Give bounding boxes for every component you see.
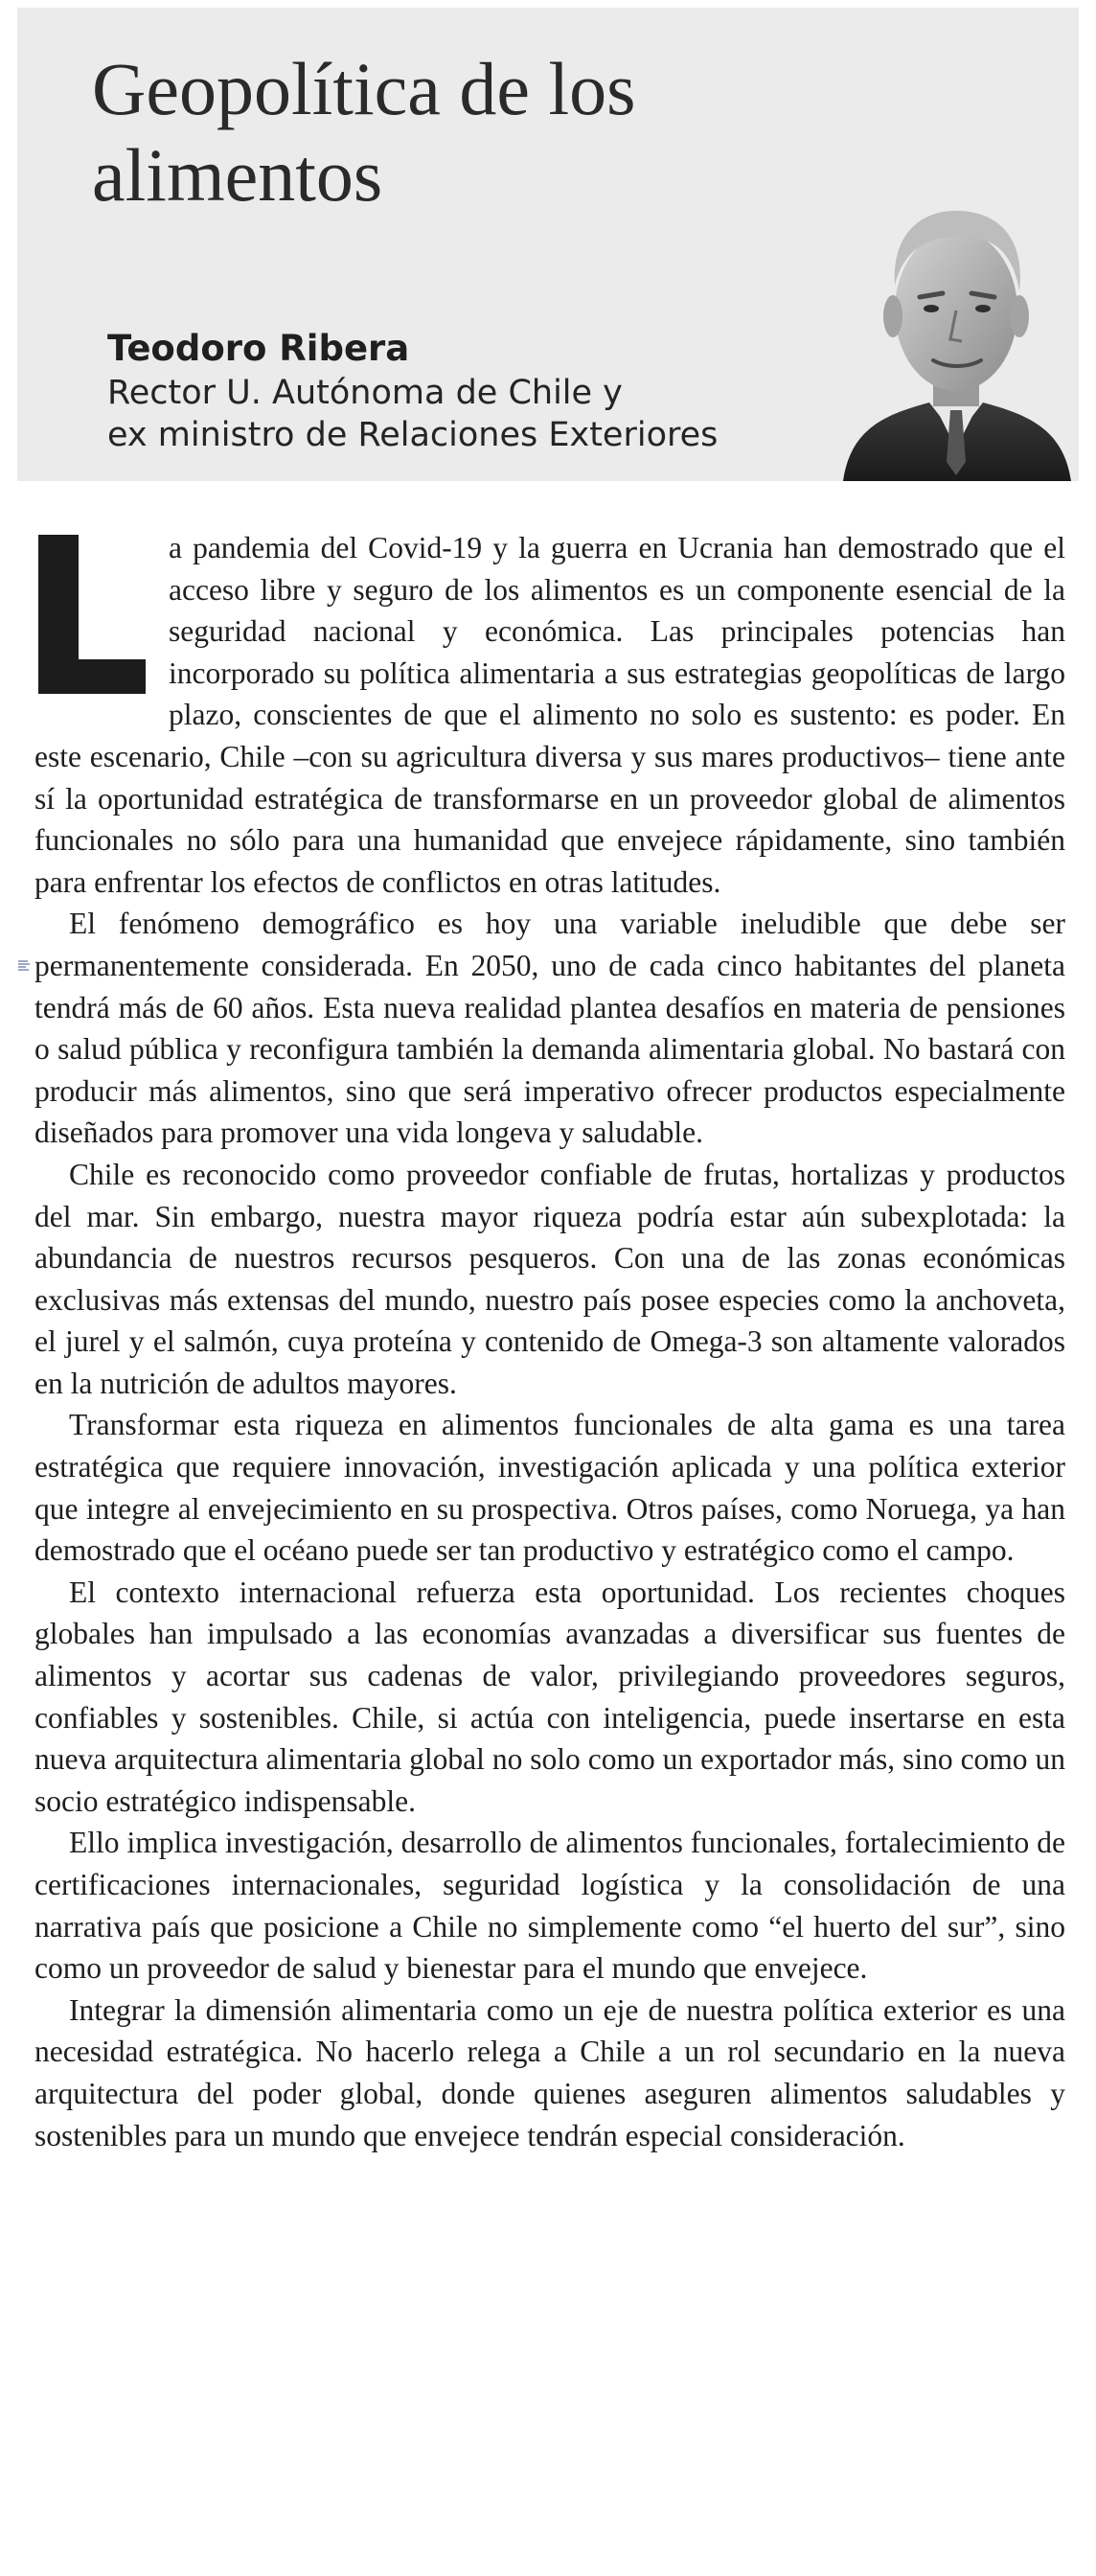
paragraph-7: Integrar la dimensión alimentaria como un eje de nuestra política exterior es una necesidad estratégica. No hacerlo relega a Chile a un rol secundario en la nueva arquitectura del poder global, donde quienes aseguren alimentos saludables y sostenibles para un mundo que envejece tendrán especial consideración. — [34, 1992, 1065, 2152]
author-role-line-1: Rector U. Autónoma de Chile y — [107, 374, 623, 412]
article-body — [34, 527, 1065, 2156]
paragraph-4: Transformar esta riqueza en alimentos funcionales de alta gama es una tarea estratégica que requiere innovación, investigación aplicada y una política exterior que integre al envejecimiento en su prospectiva. Otros países, como Noruega, ya han demostrado que el océano puede ser tan productivo y estratégico como el campo. — [34, 1408, 1065, 1568]
drop-cap — [34, 535, 155, 698]
paragraph-6: Ello implica investigación, desarrollo de alimentos funcionales, fortalecimiento de certificaciones internacionales, seguridad logística y la consolidación de una narrativa país que posicione a Chile no simplemente como “el huerto del sur”, sino como un proveedor de salud y bienestar para el mundo que envejece. — [34, 1826, 1065, 1986]
author-name: Teodoro Ribera — [107, 328, 410, 369]
paragraph-1-text: a pandemia del Covid-19 y la guerra en Ucrania han demostrado que el acceso libre y seguro de los alimentos es un componente esencial de la seguridad nacional y económica. Las principales potencias han incorporado su política alimentaria a sus estrategias geopolíticas de largo plazo, conscientes de que el alimento no solo es sustento: es poder. En este escenario, Chile –con su agricultura diversa y sus mares productivos– tiene ante sí la oportunidad estratégica de transformarse en un proveedor global de alimentos funcionales no sólo para una humanidad que envejece rápidamente, sino también para enfrentar los efectos de conflictos en otras latitudes. — [34, 531, 1065, 899]
author-role-line-2: ex ministro de Relaciones Exteriores — [107, 416, 719, 454]
paragraph-1 — [34, 527, 1065, 903]
paragraph-5: El contexto internacional refuerza esta oportunidad. Los recientes choques globales han impulsado a las economías avanzadas a diversificar sus fuentes de alimentos y acortar sus cadenas de valor, privilegiando proveedores seguros, confiables y sostenibles. Chile, si actúa con inteligencia, puede insertarse en esta nueva arquitectura alimentaria global no solo como un exportador más, sino como un socio estratégico indispensable. — [34, 1575, 1065, 1818]
paragraph-3: Chile es reconocido como proveedor confiable de frutas, hortalizas y productos del mar. Sin embargo, nuestra mayor riqueza podría estar aún subexplotada: la abundancia de nuestros recursos pesqueros. Con una de las zonas económicas exclusivas más extensas del mundo, nuestro país posee especies como la anchoveta, el jurel y el salmón, cuya proteína y contenido de Omega-3 son altamente valorados en la nutrición de adultos mayores. — [34, 1157, 1065, 1400]
paragraph-2: El fenómeno demográfico es hoy una variable ineludible que debe ser permanentemente considerada. En 2050, uno de cada cinco habitantes del planeta tendrá más de 60 años. Esta nueva realidad plantea desafíos en materia de pensiones o salud pública y reconfigura también la demanda alimentaria global. No bastará con producir más alimentos, sino que será imperativo ofrecer productos especialmente diseñados para promover una vida longeva y saludable. — [34, 907, 1065, 1150]
note-icon — [17, 959, 31, 971]
article-title: Geopolítica de los alimentos — [92, 47, 636, 217]
author-portrait — [837, 197, 1075, 481]
article-header — [17, 8, 1079, 481]
